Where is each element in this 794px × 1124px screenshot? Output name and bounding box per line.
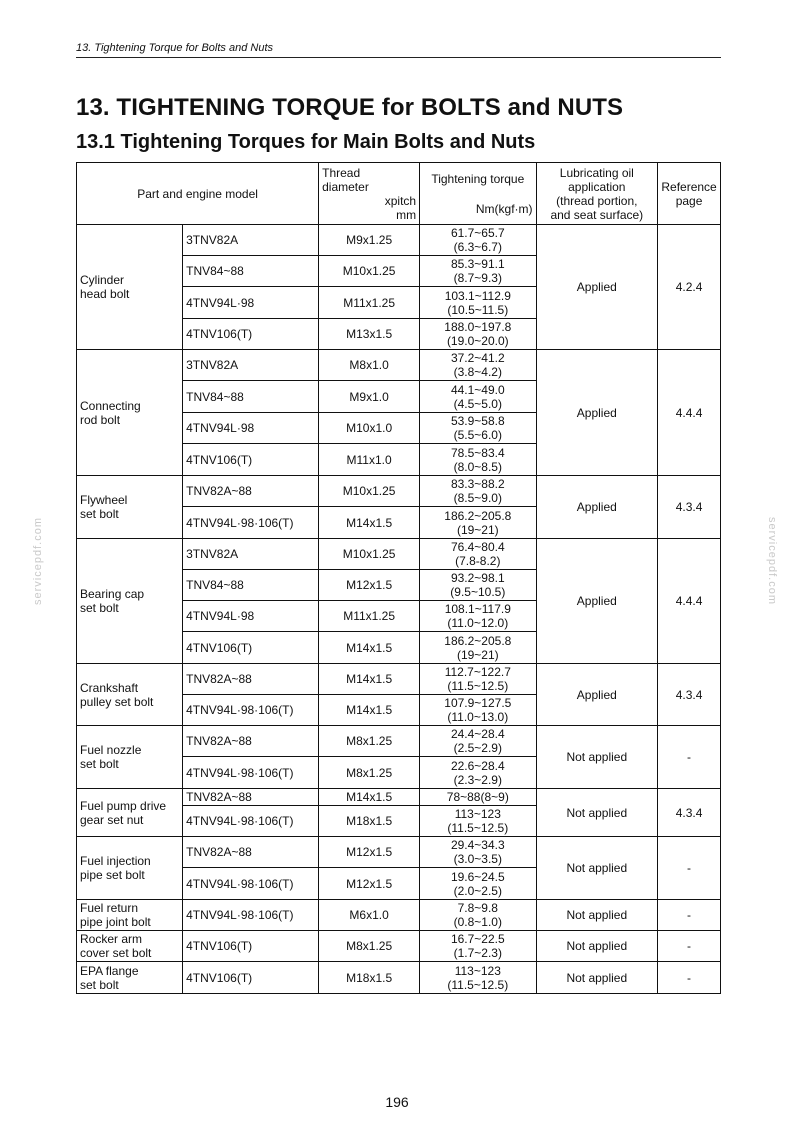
- watermark-right: servicepdf.com: [765, 517, 778, 605]
- torque-line: 112.7~122.7: [444, 665, 511, 679]
- reference-page-cell: -: [658, 962, 721, 994]
- table-row: [77, 539, 721, 570]
- engine-model-cell: TNV84~88: [183, 570, 319, 601]
- part-name-line: set bolt: [80, 507, 119, 521]
- torque-line: (19.0~20.0): [446, 334, 509, 348]
- part-name-line: Cylinder: [80, 273, 125, 287]
- engine-model-cell: 3TNV82A: [183, 350, 319, 381]
- table-row: [77, 726, 721, 757]
- part-name-line: Flywheel: [80, 493, 128, 507]
- thread-cell: M14x1.5: [319, 664, 420, 695]
- thread-cell: M8x1.25: [319, 757, 420, 789]
- thread-cell: M11x1.0: [319, 444, 420, 476]
- engine-model-cell: 4TNV94L·98: [183, 601, 319, 632]
- thread-cell: M11x1.25: [319, 601, 420, 632]
- torque-cell: [420, 350, 536, 381]
- lubrication-cell: Not applied: [536, 962, 658, 994]
- thread-cell: M14x1.5: [319, 507, 420, 539]
- engine-model-cell: TNV82A~88: [183, 789, 319, 806]
- torque-cell: [420, 900, 536, 931]
- engine-model-cell: 3TNV82A: [183, 225, 319, 256]
- thread-cell: M18x1.5: [319, 806, 420, 837]
- lubrication-cell: Not applied: [536, 900, 658, 931]
- torque-line: (3.8~4.2): [453, 365, 502, 379]
- torque-line: (11.5~12.5): [447, 977, 509, 992]
- table-body: [77, 225, 721, 994]
- part-name-line: pipe set bolt: [80, 868, 145, 882]
- engine-model-cell: TNV82A~88: [183, 837, 319, 868]
- header-lub-line: (thread portion,: [556, 193, 638, 208]
- table-row: [77, 962, 721, 994]
- torque-cell: [420, 225, 536, 256]
- engine-model-cell: 4TNV94L·98·106(T): [183, 806, 319, 837]
- reference-page-cell: 4.2.4: [658, 225, 721, 350]
- reference-page-cell: 4.4.4: [658, 350, 721, 476]
- part-name-cell: [77, 476, 183, 539]
- thread-cell: M11x1.25: [319, 287, 420, 319]
- header-thread: [319, 163, 420, 225]
- watermark-left: servicepdf.com: [31, 517, 44, 605]
- torque-cell: [420, 476, 536, 507]
- reference-page-cell: -: [658, 726, 721, 789]
- header-torque: [420, 163, 536, 225]
- torque-cell: [420, 757, 536, 789]
- torque-cell: [420, 664, 536, 695]
- engine-model-cell: TNV82A~88: [183, 726, 319, 757]
- part-name-cell: [77, 225, 183, 350]
- table-row: [77, 225, 721, 256]
- torque-line: 7.8~9.8: [457, 901, 498, 915]
- torque-line: 113~123: [454, 807, 501, 821]
- table-row: [77, 350, 721, 381]
- engine-model-cell: TNV82A~88: [183, 664, 319, 695]
- reference-page-cell: 4.3.4: [658, 789, 721, 837]
- torque-line: (4.5~5.0): [453, 396, 502, 411]
- engine-model-cell: 3TNV82A: [183, 539, 319, 570]
- part-name-line: EPA flange: [80, 963, 139, 978]
- torque-line: 44.1~49.0: [450, 382, 505, 397]
- engine-model-cell: 4TNV106(T): [183, 632, 319, 664]
- torque-line: (11.5~12.5): [447, 679, 509, 693]
- part-name-cell: [77, 789, 183, 837]
- reference-page-cell: -: [658, 931, 721, 962]
- torque-line: 186.2~205.8: [444, 508, 512, 523]
- engine-model-cell: 4TNV106(T): [183, 962, 319, 994]
- thread-cell: M12x1.5: [319, 868, 420, 900]
- torque-line: (6.3~6.7): [453, 240, 502, 254]
- torque-cell: [420, 507, 536, 539]
- header-lub-line: application: [568, 179, 626, 194]
- header-lub-line: Lubricating oil: [559, 165, 634, 180]
- part-name-cell: [77, 664, 183, 726]
- thread-cell: M12x1.5: [319, 837, 420, 868]
- torque-line: 188.0~197.8: [444, 320, 512, 334]
- thread-cell: M18x1.5: [319, 962, 420, 994]
- torque-line: 53.9~58.8: [450, 414, 505, 428]
- engine-model-cell: 4TNV106(T): [183, 444, 319, 476]
- torque-line: (19~21): [456, 522, 499, 537]
- header-thread-line: Thread: [322, 165, 361, 180]
- torque-line: 85.3~91.1: [450, 257, 505, 271]
- part-name-line: Bearing cap: [80, 587, 145, 601]
- part-name-line: Fuel nozzle: [80, 743, 142, 757]
- torque-cell: [420, 601, 536, 632]
- thread-cell: M10x1.25: [319, 539, 420, 570]
- table-row: [77, 664, 721, 695]
- torque-cell: [420, 444, 536, 476]
- part-name-cell: [77, 931, 183, 962]
- torque-line: 186.2~205.8: [444, 633, 512, 648]
- header-reference: [658, 163, 721, 225]
- thread-cell: M12x1.5: [319, 570, 420, 601]
- torque-cell: [420, 868, 536, 900]
- table-row: [77, 476, 721, 507]
- part-name-line: pipe joint bolt: [80, 915, 151, 929]
- header-part: Part and engine model: [77, 163, 319, 225]
- torque-cell: [420, 789, 536, 806]
- header-torque-line: Nm(kgf·m): [475, 201, 533, 216]
- part-name-line: pulley set bolt: [80, 694, 154, 709]
- header-ref-line: page: [675, 193, 703, 208]
- part-name-line: Fuel injection: [80, 854, 151, 868]
- thread-cell: M9x1.25: [319, 225, 420, 256]
- torque-line: (1.7~2.3): [453, 946, 502, 960]
- torque-line: (11.0~12.0): [447, 616, 509, 630]
- table-header-row: [77, 163, 721, 225]
- torque-line: (11.0~13.0): [447, 710, 509, 724]
- torque-line: (8.5~9.0): [453, 491, 502, 505]
- part-name-line: Fuel pump drive: [80, 798, 167, 813]
- torque-line: (2.5~2.9): [453, 741, 502, 755]
- torque-cell: [420, 539, 536, 570]
- reference-page-cell: -: [658, 900, 721, 931]
- table-row: [77, 900, 721, 931]
- torque-line: 78~88(8~9): [446, 790, 509, 804]
- header-lub-line: and seat surface): [550, 207, 644, 222]
- reference-page-cell: 4.4.4: [658, 539, 721, 664]
- torque-line: (2.0~2.5): [453, 883, 502, 898]
- engine-model-cell: 4TNV94L·98: [183, 413, 319, 444]
- header-thread-line: xpitch: [384, 193, 417, 208]
- torque-line: 16.7~22.5: [450, 932, 505, 946]
- engine-model-cell: 4TNV106(T): [183, 319, 319, 350]
- part-name-line: set bolt: [80, 977, 119, 992]
- lubrication-cell: Not applied: [536, 931, 658, 962]
- torque-line: (10.5~11.5): [447, 302, 509, 317]
- torque-line: 24.4~28.4: [450, 727, 505, 741]
- table-row: [77, 789, 721, 806]
- torque-line: 61.7~65.7: [450, 226, 505, 240]
- engine-model-cell: TNV84~88: [183, 256, 319, 287]
- engine-model-cell: TNV84~88: [183, 381, 319, 413]
- reference-page-cell: 4.3.4: [658, 664, 721, 726]
- thread-cell: M6x1.0: [319, 900, 420, 931]
- thread-cell: M9x1.0: [319, 381, 420, 413]
- engine-model-cell: 4TNV94L·98: [183, 287, 319, 319]
- engine-model-cell: 4TNV94L·98·106(T): [183, 900, 319, 931]
- thread-cell: M14x1.5: [319, 695, 420, 726]
- torque-cell: [420, 632, 536, 664]
- torque-line: (9.5~10.5): [450, 585, 506, 599]
- torque-cell: [420, 837, 536, 868]
- torque-cell: [420, 413, 536, 444]
- header-lubricating: [536, 163, 658, 225]
- torque-line: 83.3~88.2: [450, 477, 505, 491]
- torque-line: (8.7~9.3): [453, 271, 502, 285]
- torque-line: 37.2~41.2: [450, 351, 505, 365]
- part-name-line: Connecting: [80, 398, 141, 413]
- section-title: 13.1 Tightening Torques for Main Bolts and Nuts: [76, 131, 536, 153]
- torque-table: [76, 162, 721, 994]
- reference-page-cell: -: [658, 837, 721, 900]
- torque-cell: [420, 931, 536, 962]
- part-name-line: Fuel return: [80, 901, 139, 915]
- torque-cell: [420, 726, 536, 757]
- part-name-line: Rocker arm: [80, 932, 143, 946]
- lubrication-cell: Not applied: [536, 837, 658, 900]
- engine-model-cell: 4TNV94L·98·106(T): [183, 507, 319, 539]
- part-name-line: set bolt: [80, 601, 119, 615]
- torque-cell: [420, 962, 536, 994]
- page-title: 13. TIGHTENING TORQUE for BOLTS and NUTS: [76, 94, 624, 121]
- header-thread-line: mm: [396, 207, 417, 222]
- torque-cell: [420, 381, 536, 413]
- reference-page-cell: 4.3.4: [658, 476, 721, 539]
- engine-model-cell: 4TNV94L·98·106(T): [183, 695, 319, 726]
- torque-line: 107.9~127.5: [444, 696, 512, 710]
- part-name-line: gear set nut: [80, 812, 144, 827]
- part-name-line: cover set bolt: [80, 946, 152, 960]
- thread-cell: M8x1.25: [319, 931, 420, 962]
- lubrication-cell: Applied: [536, 539, 658, 664]
- lubrication-cell: Applied: [536, 664, 658, 726]
- torque-line: (3.0~3.5): [453, 852, 502, 866]
- header-ref-line: Reference: [661, 179, 717, 194]
- table-row: [77, 931, 721, 962]
- engine-model-cell: 4TNV106(T): [183, 931, 319, 962]
- part-name-cell: [77, 962, 183, 994]
- lubrication-cell: Applied: [536, 350, 658, 476]
- torque-line: (0.8~1.0): [453, 915, 502, 929]
- torque-cell: [420, 570, 536, 601]
- thread-cell: M8x1.25: [319, 726, 420, 757]
- engine-model-cell: 4TNV94L·98·106(T): [183, 757, 319, 789]
- torque-line: 113~123: [454, 963, 501, 978]
- part-name-cell: [77, 350, 183, 476]
- header-torque-line: Tightening torque: [431, 171, 525, 186]
- engine-model-cell: TNV82A~88: [183, 476, 319, 507]
- part-name-line: rod bolt: [80, 412, 121, 427]
- torque-line: (7.8-8.2): [455, 554, 501, 568]
- table-row: [77, 837, 721, 868]
- thread-cell: M14x1.5: [319, 789, 420, 806]
- thread-cell: M10x1.25: [319, 256, 420, 287]
- running-header: 13. Tightening Torque for Bolts and Nuts: [76, 42, 721, 58]
- torque-cell: [420, 287, 536, 319]
- lubrication-cell: Not applied: [536, 726, 658, 789]
- thread-cell: M10x1.25: [319, 476, 420, 507]
- lubrication-cell: Applied: [536, 476, 658, 539]
- torque-line: 76.4~80.4: [450, 540, 505, 554]
- torque-line: 103.1~112.9: [444, 288, 511, 303]
- torque-line: (2.3~2.9): [453, 772, 502, 787]
- torque-line: 19.6~24.5: [450, 869, 505, 884]
- thread-cell: M14x1.5: [319, 632, 420, 664]
- page-number: 196: [385, 1094, 409, 1110]
- part-name-cell: [77, 837, 183, 900]
- torque-line: 29.4~34.3: [450, 838, 505, 852]
- part-name-line: head bolt: [80, 287, 130, 301]
- torque-line: (11.5~12.5): [447, 821, 509, 835]
- torque-cell: [420, 256, 536, 287]
- torque-line: 93.2~98.1: [450, 571, 505, 585]
- thread-cell: M8x1.0: [319, 350, 420, 381]
- torque-line: (5.5~6.0): [453, 428, 502, 442]
- torque-cell: [420, 695, 536, 726]
- part-name-line: Crankshaft: [80, 680, 139, 695]
- part-name-line: set bolt: [80, 757, 119, 771]
- torque-line: (8.0~8.5): [453, 459, 502, 474]
- torque-line: (19~21): [456, 647, 499, 662]
- torque-line: 108.1~117.9: [444, 602, 511, 616]
- header-thread-line: diameter: [322, 179, 369, 194]
- engine-model-cell: 4TNV94L·98·106(T): [183, 868, 319, 900]
- thread-cell: M13x1.5: [319, 319, 420, 350]
- part-name-cell: [77, 900, 183, 931]
- part-name-cell: [77, 539, 183, 664]
- torque-line: 22.6~28.4: [450, 758, 505, 773]
- torque-cell: [420, 806, 536, 837]
- lubrication-cell: Not applied: [536, 789, 658, 837]
- part-name-cell: [77, 726, 183, 789]
- torque-line: 78.5~83.4: [450, 445, 505, 460]
- lubrication-cell: Applied: [536, 225, 658, 350]
- torque-cell: [420, 319, 536, 350]
- thread-cell: M10x1.0: [319, 413, 420, 444]
